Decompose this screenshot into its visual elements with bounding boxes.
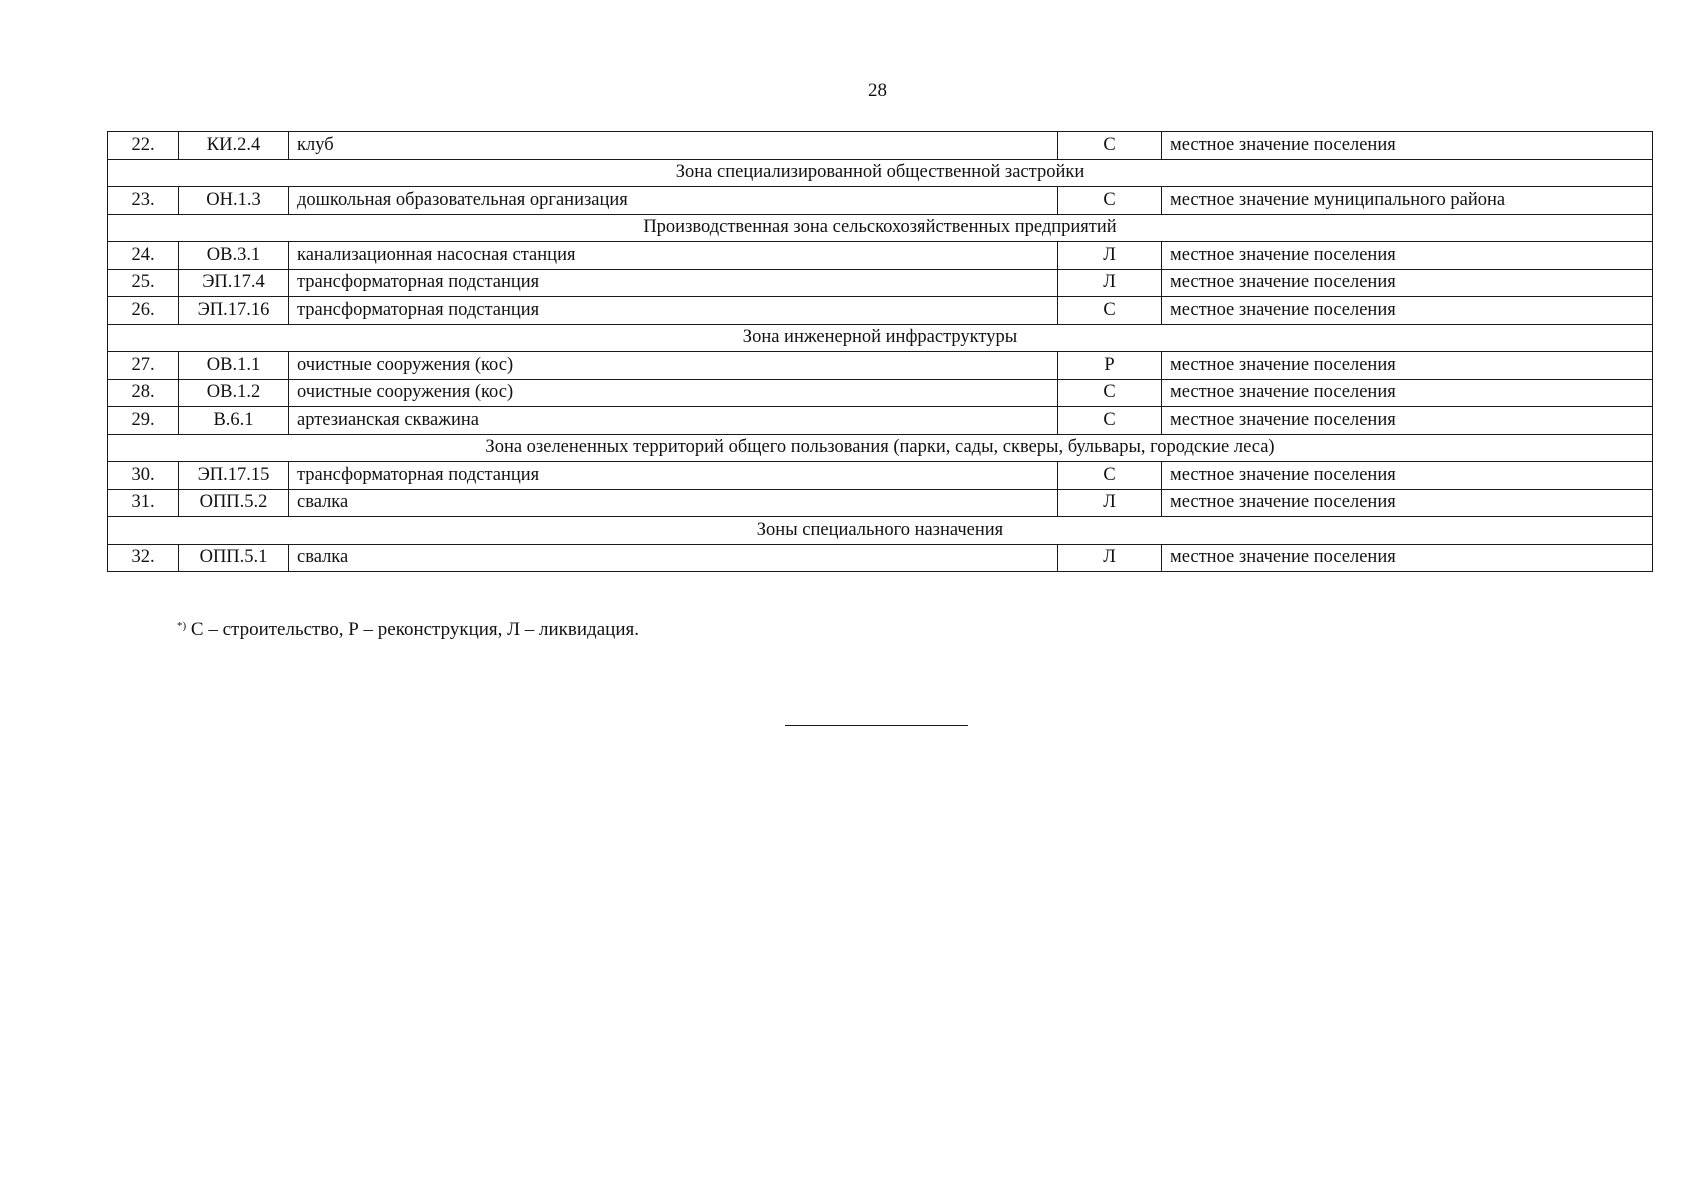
row-number: 31. <box>108 489 179 517</box>
table-row <box>108 544 1653 572</box>
table-row <box>108 379 1653 407</box>
significance: местное значение поселения <box>1162 297 1653 325</box>
object-code: ЭП.17.15 <box>179 462 289 490</box>
footnote-text: С – строительство, Р – реконструкция, Л – ликвидация. <box>186 619 639 640</box>
zone-header-row <box>108 517 1653 545</box>
zone-title: Зоны специального назначения <box>108 517 1653 545</box>
object-name: клуб <box>289 132 1058 160</box>
table-body <box>108 132 1653 572</box>
action-code: Р <box>1058 352 1162 380</box>
table-row <box>108 242 1653 270</box>
object-code: ОВ.1.1 <box>179 352 289 380</box>
object-name: трансформаторная подстанция <box>289 269 1058 297</box>
page-number: 28 <box>868 80 887 101</box>
significance: местное значение муниципального района <box>1162 187 1653 215</box>
row-number: 23. <box>108 187 179 215</box>
zone-header-row <box>108 434 1653 462</box>
row-number: 30. <box>108 462 179 490</box>
row-number: 27. <box>108 352 179 380</box>
table-row <box>108 269 1653 297</box>
zone-header-row <box>108 214 1653 242</box>
zone-header-row <box>108 324 1653 352</box>
row-number: 29. <box>108 407 179 435</box>
action-code: Л <box>1058 489 1162 517</box>
object-name: канализационная насосная станция <box>289 242 1058 270</box>
object-code: ЭП.17.16 <box>179 297 289 325</box>
zone-title: Зона специализированной общественной застройки <box>108 159 1653 187</box>
action-code: С <box>1058 462 1162 490</box>
footnote-marker: *) <box>177 620 187 632</box>
end-of-document-rule <box>785 725 968 726</box>
object-code: ЭП.17.4 <box>179 269 289 297</box>
action-code: С <box>1058 379 1162 407</box>
table-row <box>108 297 1653 325</box>
action-code: Л <box>1058 544 1162 572</box>
zone-title: Зона инженерной инфраструктуры <box>108 324 1653 352</box>
zone-title: Производственная зона сельскохозяйственных предприятий <box>108 214 1653 242</box>
significance: местное значение поселения <box>1162 242 1653 270</box>
object-name: свалка <box>289 544 1058 572</box>
significance: местное значение поселения <box>1162 379 1653 407</box>
object-code: ОВ.1.2 <box>179 379 289 407</box>
object-code: ОН.1.3 <box>179 187 289 215</box>
table-row <box>108 187 1653 215</box>
row-number: 25. <box>108 269 179 297</box>
object-name: очистные сооружения (кос) <box>289 352 1058 380</box>
significance: местное значение поселения <box>1162 544 1653 572</box>
action-code: Л <box>1058 242 1162 270</box>
significance: местное значение поселения <box>1162 462 1653 490</box>
object-code: ОПП.5.1 <box>179 544 289 572</box>
row-number: 22. <box>108 132 179 160</box>
table-row <box>108 352 1653 380</box>
action-code: С <box>1058 132 1162 160</box>
zone-title: Зона озелененных территорий общего пользования (парки, сады, скверы, бульвары, городские леса) <box>108 434 1653 462</box>
table-row <box>108 407 1653 435</box>
action-code: Л <box>1058 269 1162 297</box>
object-name: трансформаторная подстанция <box>289 462 1058 490</box>
significance: местное значение поселения <box>1162 132 1653 160</box>
footnote <box>177 619 639 641</box>
action-code: С <box>1058 297 1162 325</box>
object-name: дошкольная образовательная организация <box>289 187 1058 215</box>
table-row <box>108 132 1653 160</box>
action-code: С <box>1058 407 1162 435</box>
object-code: КИ.2.4 <box>179 132 289 160</box>
row-number: 28. <box>108 379 179 407</box>
object-code: ОПП.5.2 <box>179 489 289 517</box>
significance: местное значение поселения <box>1162 489 1653 517</box>
object-name: свалка <box>289 489 1058 517</box>
table-row <box>108 489 1653 517</box>
action-code: С <box>1058 187 1162 215</box>
row-number: 32. <box>108 544 179 572</box>
object-name: артезианская скважина <box>289 407 1058 435</box>
significance: местное значение поселения <box>1162 352 1653 380</box>
row-number: 26. <box>108 297 179 325</box>
object-code: ОВ.3.1 <box>179 242 289 270</box>
object-name: трансформаторная подстанция <box>289 297 1058 325</box>
row-number: 24. <box>108 242 179 270</box>
significance: местное значение поселения <box>1162 269 1653 297</box>
significance: местное значение поселения <box>1162 407 1653 435</box>
zone-header-row <box>108 159 1653 187</box>
object-code: В.6.1 <box>179 407 289 435</box>
planned-objects-table <box>107 131 1653 572</box>
object-name: очистные сооружения (кос) <box>289 379 1058 407</box>
table-row <box>108 462 1653 490</box>
